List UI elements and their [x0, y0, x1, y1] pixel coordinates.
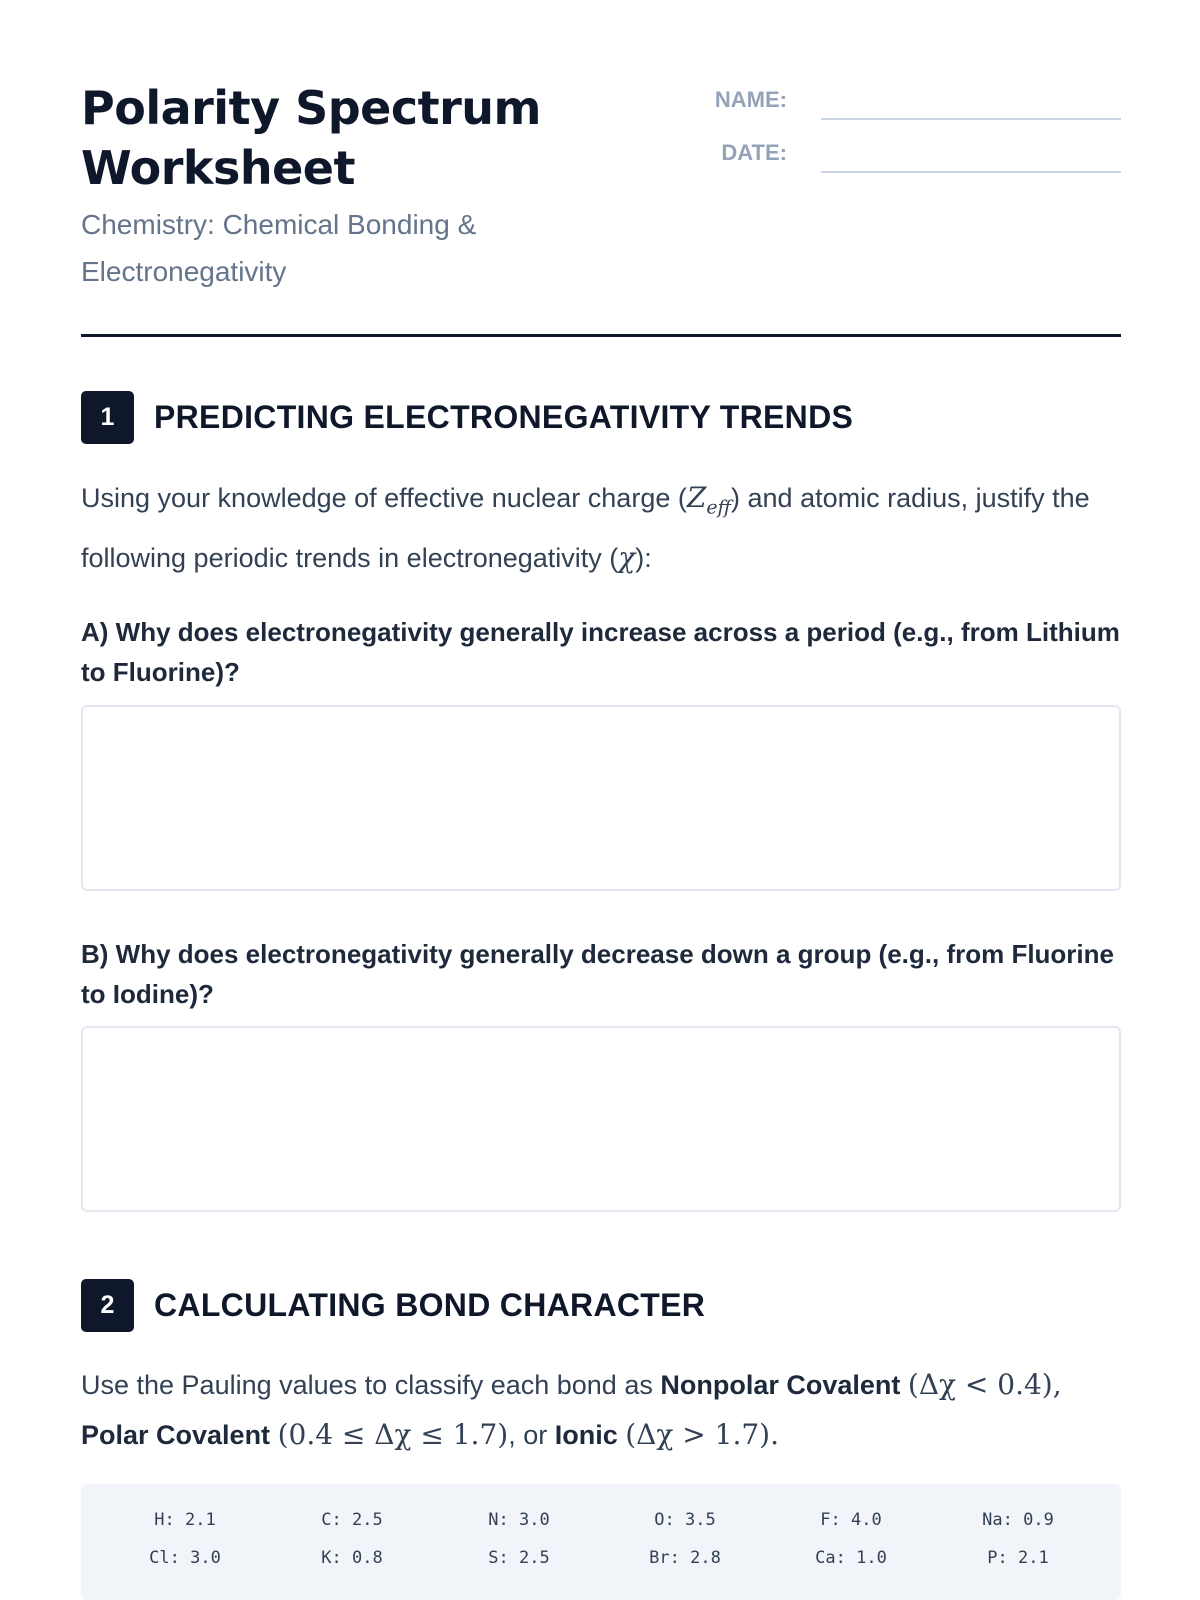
- intro2-text: Use the Pauling values to classify each bond as: [81, 1370, 661, 1400]
- section-1-title: PREDICTING ELECTRONEGATIVITY TRENDS: [154, 399, 854, 435]
- nonpolar-range: (Δχ < 0.4),: [907, 1368, 1062, 1401]
- worksheet-subtitle: Chemistry: Chemical Bonding & Electronegativity: [81, 209, 477, 287]
- pauling-value: C: 2.5: [321, 1510, 383, 1530]
- zeff-subscript: eff: [706, 496, 732, 519]
- ionic-label: Ionic: [554, 1420, 618, 1450]
- pauling-value: Br: 2.8: [649, 1548, 721, 1568]
- intro-text-1: Using your knowledge of effective nuclear charge (: [81, 483, 687, 513]
- pauling-value: Ca: 1.0: [815, 1548, 887, 1568]
- name-label: NAME:: [714, 87, 787, 112]
- section-1-heading: [81, 391, 1121, 445]
- or-text: , or: [508, 1420, 555, 1450]
- name-line[interactable]: [821, 118, 1121, 120]
- answer-box-a[interactable]: [81, 705, 1121, 891]
- pauling-value: F: 4.0: [820, 1510, 882, 1530]
- polar-label: Polar Covalent: [81, 1420, 271, 1450]
- pauling-value: N: 3.0: [488, 1510, 550, 1530]
- worksheet-header: [81, 0, 1121, 337]
- date-field[interactable]: [701, 137, 1121, 173]
- pauling-value: P: 2.1: [987, 1548, 1049, 1568]
- answer-box-b[interactable]: [81, 1026, 1121, 1212]
- pauling-value: Cl: 3.0: [149, 1548, 221, 1568]
- student-info-fields: [701, 84, 1121, 190]
- pauling-value: K: 0.8: [321, 1548, 383, 1568]
- section-2-heading: [81, 1279, 1121, 1333]
- section-1-intro: [81, 473, 1121, 583]
- date-line[interactable]: [821, 171, 1121, 173]
- worksheet-title: Polarity Spectrum Worksheet: [81, 81, 541, 195]
- pauling-value: O: 3.5: [654, 1510, 716, 1530]
- zeff-z: Z: [686, 481, 707, 514]
- section-2-intro: [81, 1360, 1121, 1460]
- intro-text-2: ) and atomic radius, justify the following periodic trends in electronegativity (: [81, 483, 1090, 573]
- chi-symbol: χ: [618, 540, 636, 574]
- question-a: A) Why does electronegativity generally increase across a period (e.g., from Lithium to Fluorine)?: [81, 617, 1120, 687]
- section-2-title: CALCULATING BOND CHARACTER: [154, 1287, 706, 1323]
- name-field[interactable]: [701, 84, 1121, 120]
- date-label: DATE:: [721, 140, 787, 165]
- nonpolar-label: Nonpolar Covalent: [660, 1370, 901, 1400]
- polar-range: (0.4 ≤ Δχ ≤ 1.7): [277, 1418, 509, 1451]
- pauling-values-panel: [81, 1484, 1121, 1600]
- zeff-symbol: [686, 481, 732, 519]
- pauling-value: Na: 0.9: [982, 1510, 1054, 1530]
- question-b: B) Why does electronegativity generally decrease down a group (e.g., from Fluorine to Iodine)?: [81, 939, 1114, 1009]
- section-2-badge: 2: [81, 1279, 134, 1332]
- section-1-badge: 1: [81, 391, 134, 444]
- ionic-range: (Δχ > 1.7).: [625, 1418, 779, 1451]
- pauling-value: S: 2.5: [488, 1548, 550, 1568]
- worksheet-page: [81, 0, 1121, 1568]
- pauling-value: H: 2.1: [154, 1510, 216, 1530]
- intro-text-3: ):: [635, 542, 652, 573]
